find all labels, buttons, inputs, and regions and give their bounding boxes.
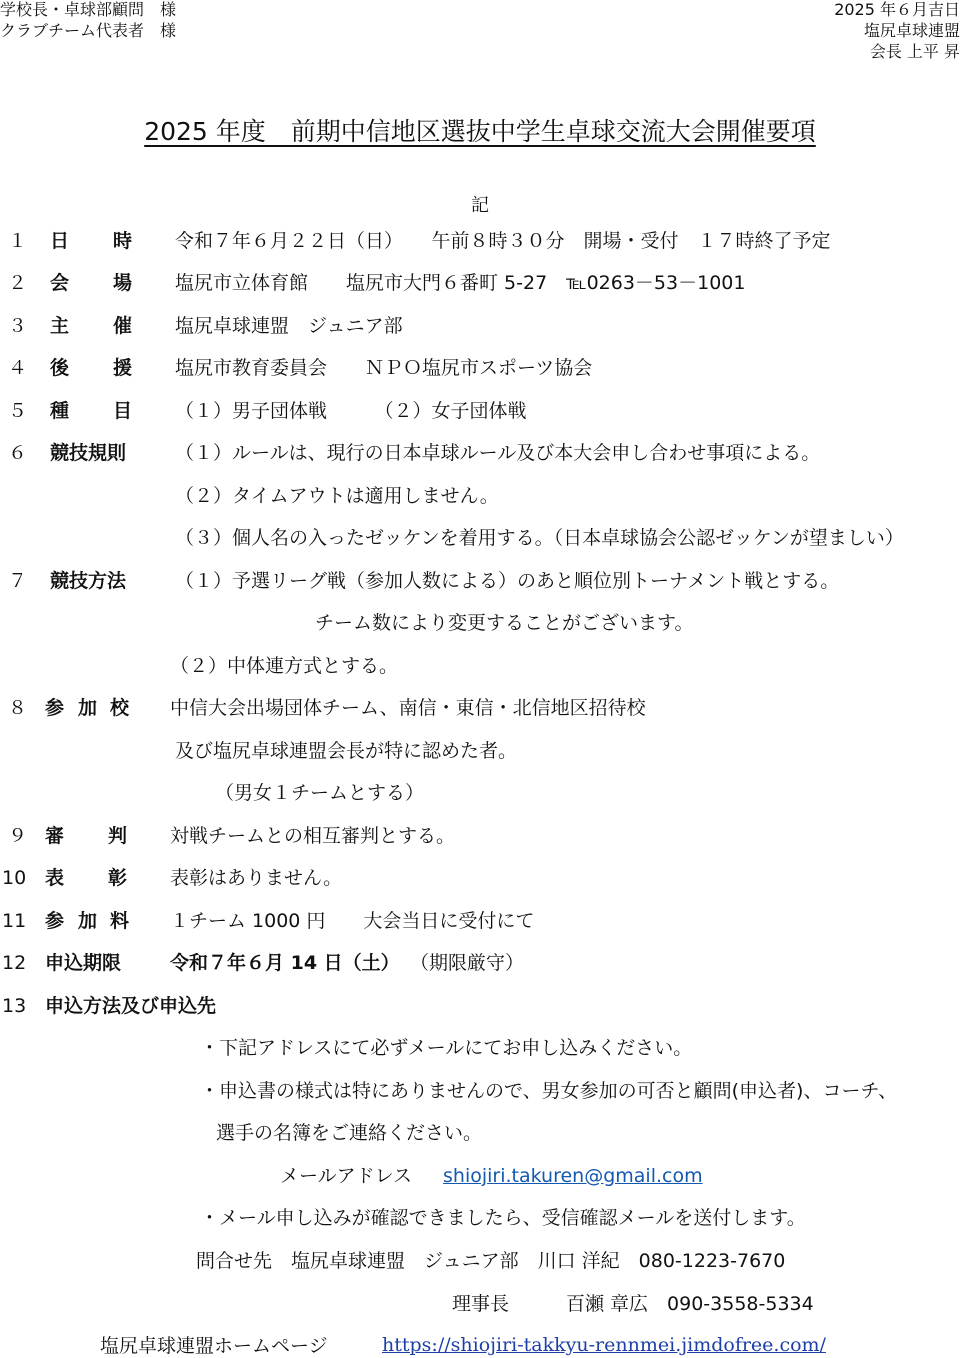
item-6-line-1: （１）ルールは、現行の日本卓球ルール及び本大会申し合わせ事項による。 xyxy=(175,442,821,464)
item-2-label-b: 場 xyxy=(113,272,133,294)
item-1-label-b: 時 xyxy=(113,230,133,252)
item-13-line-3: 選手の名簿をご連絡ください。 xyxy=(216,1122,483,1144)
item-8-number: ８ xyxy=(8,697,28,719)
document-title: 2025 年度 前期中信地区選抜中学生卓球交流大会開催要項 xyxy=(144,117,816,146)
item-5-label-b: 目 xyxy=(113,400,133,422)
item-13-line-1: ・下記アドレスにて必ずメールにてお申し込みください。 xyxy=(200,1037,693,1059)
item-1-label-a: 日 xyxy=(50,230,70,252)
item-9-label-a: 審 xyxy=(45,825,65,847)
item-9-number: ９ xyxy=(8,825,28,847)
item-3-number: ３ xyxy=(8,315,28,337)
item-12-number: 12 xyxy=(2,952,27,974)
item-7-line-2: チーム数により変更することがございます。 xyxy=(315,612,694,634)
item-8-label-b: 加 xyxy=(78,697,98,719)
item-8-line-3: （男女１チームとする） xyxy=(215,782,425,804)
item-9-label-b: 判 xyxy=(108,825,128,847)
item-13-line-4: ・メール申し込みが確認できましたら、受信確認メールを送付します。 xyxy=(200,1207,806,1229)
item-4-number: ４ xyxy=(8,357,28,379)
item-11-number: 11 xyxy=(2,910,27,932)
item-12-deadline: 令和７年６月 14 日（土） xyxy=(170,952,400,974)
item-2-value: 塩尻市立体育館 塩尻市大門６番町 5-27 ℡0263－53－1001 xyxy=(175,272,746,294)
email-link[interactable]: shiojiri.takuren@gmail.com xyxy=(443,1165,703,1187)
item-10-label-b: 彰 xyxy=(108,867,128,889)
item-6-number: ６ xyxy=(8,442,28,464)
item-8-line-1: 中信大会出場団体チーム、南信・東信・北信地区招待校 xyxy=(170,697,646,719)
item-8-label-c: 校 xyxy=(110,697,130,719)
item-7-line-1: （１）予選リーグ戦（参加人数による）のあと順位別トーナメント戦とする。 xyxy=(175,570,840,592)
item-10-label-a: 表 xyxy=(45,867,65,889)
ki-mark: 記 xyxy=(471,195,489,216)
issue-date: 2025 年６月吉日 xyxy=(834,0,960,19)
item-10-value: 表彰はありません。 xyxy=(170,867,343,889)
addressee-line-1: 学校長・卓球部顧問 様 xyxy=(0,0,177,19)
item-7-label: 競技方法 xyxy=(50,570,127,592)
item-4-label-a: 後 xyxy=(50,357,70,379)
item-4-label-b: 援 xyxy=(113,357,133,379)
item-13-label: 申込方法及び申込先 xyxy=(45,995,217,1017)
item-11-label-a: 参 xyxy=(45,910,65,932)
addressee-line-2: クラブチーム代表者 様 xyxy=(0,21,177,40)
item-13-number: 13 xyxy=(2,995,27,1017)
contact-line-2: 理事長 百瀬 章広 090-3558-5334 xyxy=(452,1293,814,1315)
homepage-label: 塩尻卓球連盟ホームページ xyxy=(100,1335,328,1357)
item-7-line-3: （２）中体連方式とする。 xyxy=(170,655,399,677)
item-9-value: 対戦チームとの相互審判とする。 xyxy=(170,825,456,847)
item-2-number: ２ xyxy=(8,272,28,294)
item-5-value: （１）男子団体戦 （２）女子団体戦 xyxy=(175,400,527,422)
item-8-line-2: 及び塩尻卓球連盟会長が特に認めた者。 xyxy=(175,740,518,762)
item-11-label-b: 加 xyxy=(78,910,98,932)
item-13-line-2: ・申込書の様式は特にありませんので、男女参加の可否と顧問(申込者)、コーチ、 xyxy=(200,1080,898,1102)
item-10-number: 10 xyxy=(2,867,27,889)
sender-organization: 塩尻卓球連盟 xyxy=(863,21,960,40)
item-12-label: 申込期限 xyxy=(45,952,122,974)
sender-name: 会長 上平 昇 xyxy=(869,42,960,61)
item-1-number: １ xyxy=(8,230,28,252)
item-2-label-a: 会 xyxy=(50,272,70,294)
item-4-value: 塩尻市教育委員会 ＮＰＯ塩尻市スポーツ協会 xyxy=(175,357,593,379)
homepage-link[interactable]: https://shiojiri-takkyu-rennmei.jimdofree.com/ xyxy=(382,1334,826,1356)
email-label: メールアドレス xyxy=(280,1165,413,1187)
item-5-label-a: 種 xyxy=(50,400,70,422)
item-1-value: 令和７年６月２２日（日） 午前８時３０分 開場・受付 １７時終了予定 xyxy=(175,230,831,252)
item-8-label-a: 参 xyxy=(45,697,65,719)
item-3-value: 塩尻卓球連盟 ジュニア部 xyxy=(175,315,403,337)
item-6-line-2: （２）タイムアウトは適用しません。 xyxy=(175,485,499,507)
item-11-value: １チーム 1000 円 大会当日に受付にて xyxy=(170,910,535,932)
item-3-label-a: 主 xyxy=(50,315,70,337)
item-3-label-b: 催 xyxy=(113,315,133,337)
item-6-line-3: （３）個人名の入ったゼッケンを着用する。（日本卓球協会公認ゼッケンが望ましい） xyxy=(175,527,904,549)
item-5-number: ５ xyxy=(8,400,28,422)
item-11-label-c: 料 xyxy=(110,910,130,932)
contact-line-1: 問合せ先 塩尻卓球連盟 ジュニア部 川口 洋紀 080-1223-7670 xyxy=(196,1250,786,1272)
item-6-label: 競技規則 xyxy=(50,442,127,464)
item-7-number: ７ xyxy=(8,570,28,592)
item-12-note: （期限厳守） xyxy=(410,952,525,974)
